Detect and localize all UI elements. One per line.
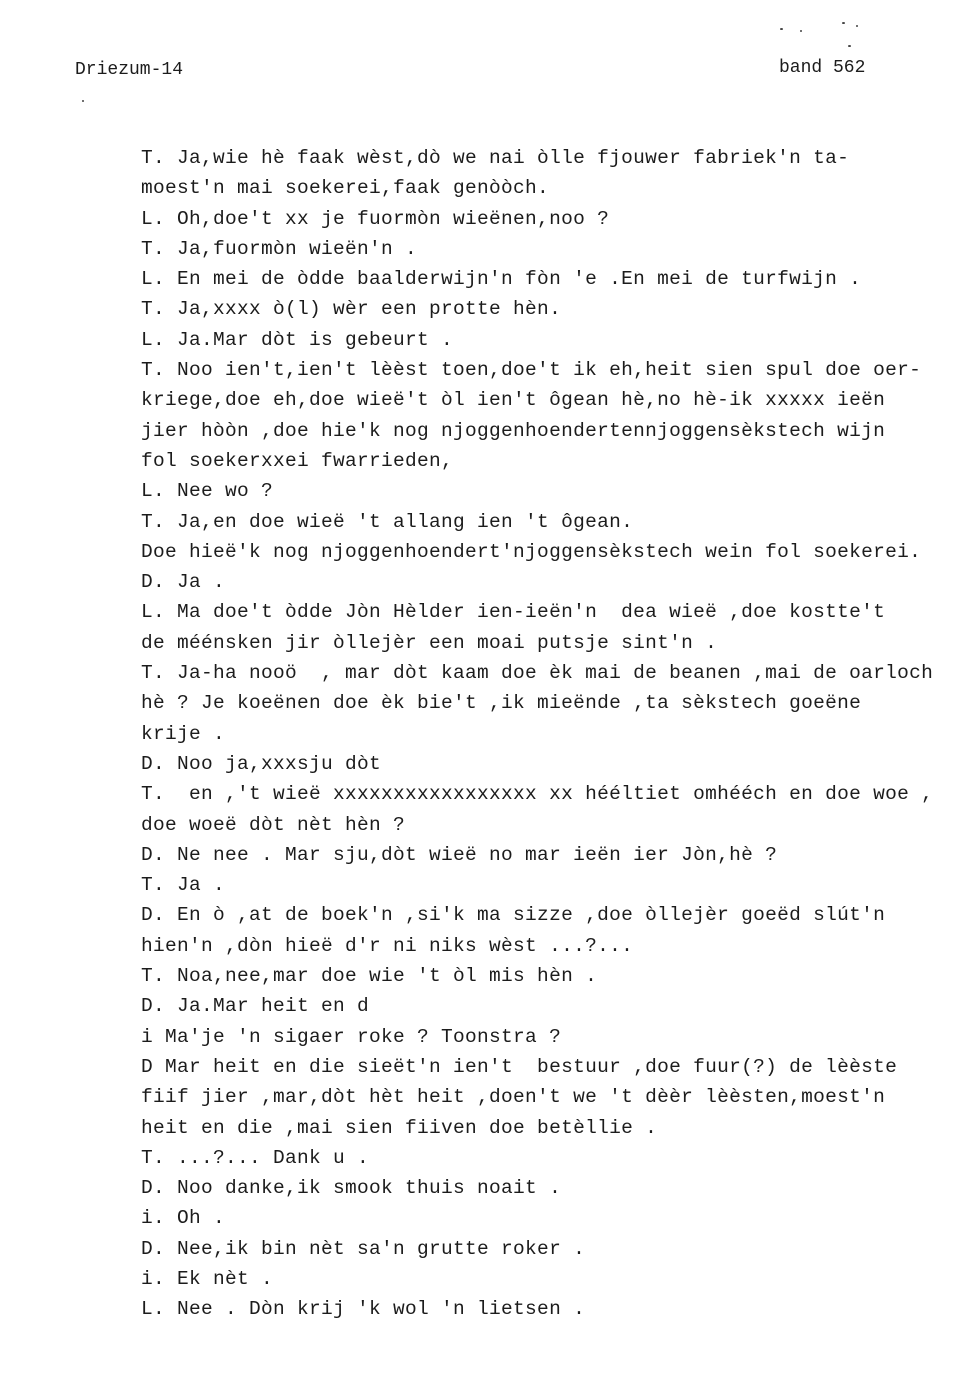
transcript-line: D. En ò ,at de boek'n ,si'k ma sizze ,doe òllejèr goeëd slút'n [141,904,886,927]
transcript-line: fiif jier ,mar,dòt hèt heit ,doen't we 't dèèr lèèsten,moest'n [141,1086,886,1109]
header-location: Driezum-14 [75,60,184,80]
transcript-line: D. Ja . [141,571,226,594]
transcript-line: i. Ek nèt . [141,1267,274,1290]
transcript-line: T. Ja-ha nooö , mar dòt kaam doe èk mai de beanen ,mai de oarloch [141,662,934,685]
transcript-line: jier hòòn ,doe hie'k nog njoggenhoendertennjoggensèkstech wijn [141,419,886,442]
scan-speck [800,30,802,32]
transcript-line: D. Ne nee . Mar sju,dòt wieë no mar ieën ier Jòn,hè ? [141,843,778,866]
scan-speck [82,100,84,102]
transcript-line: doe woeë dòt nèt hèn ? [141,813,406,836]
scan-speck [780,28,783,30]
transcript-line: T. Ja,fuormòn wieën'n . [141,237,418,260]
transcript-line: T. Noo ien't,ien't lèèst toen,doe't ik eh,heit sien spul doe oer- [141,359,922,382]
transcript-line: heit en die ,mai sien fiiven doe betèllie . [141,1116,658,1139]
transcript-line: krije . [141,722,226,745]
transcript-line: L. Nee wo ? [141,480,274,503]
transcript-line: D. Noo ja,xxxsju dòt [141,752,382,775]
scan-speck [848,45,851,47]
transcript-line: fol soekerxxei fwarrieden, [141,449,454,472]
transcript-line: T. en ,'t wieë xxxxxxxxxxxxxxxxx xx hééltiet omhééch en doe woe , [141,783,934,806]
transcript-line: D. Ja.Mar heit en d [141,995,370,1018]
transcript-body [141,143,971,1325]
transcript-line: Doe hieë'k nog njoggenhoendert'njoggensèkstech wein fol soekerei. [141,540,922,563]
transcript-line: i. Oh . [141,1207,226,1230]
transcript-line: kriege,doe eh,doe wieë't òl ien't ôgean hè,no hè-ik xxxxx ieën [141,389,886,412]
scan-speck [856,25,858,27]
transcript-line: L. Ma doe't òdde Jòn Hèlder ien-ieën'n dea wieë ,doe kostte't [141,601,886,624]
transcript-line: i Ma'je 'n sigaer roke ? Toonstra ? [141,1025,562,1048]
transcript-line: D Mar heit en die sieët'n ien't bestuur ,doe fuur(?) de lèèste [141,1055,898,1078]
transcript-line: L. Ja.Mar dòt is gebeurt . [141,328,454,351]
scan-speck [842,22,845,24]
transcript-line: moest'n mai soekerei,faak genòòch. [141,177,550,200]
transcript-line: L. En mei de òdde baalderwijn'n fòn 'e .En mei de turfwijn . [141,268,862,291]
transcript-line: T. ...?... Dank u . [141,1146,370,1169]
transcript-line: T. Ja,xxxx ò(l) wèr een protte hèn. [141,298,562,321]
transcript-line: D. Nee,ik bin nèt sa'n grutte roker . [141,1237,586,1260]
transcript-line: T. Ja,en doe wieë 't allang ien 't ôgean. [141,510,634,533]
transcript-line: T. Noa,nee,mar doe wie 't òl mis hèn . [141,965,598,988]
transcript-line: hien'n ,dòn hieë d'r ni niks wèst ...?... [141,934,634,957]
transcript-line: T. Ja,wie hè faak wèst,dò we nai òlle fjouwer fabriek'n ta- [141,147,850,169]
transcript-line: D. Noo danke,ik smook thuis noait . [141,1177,562,1200]
transcript-line: L. Nee . Dòn krij 'k wol 'n lietsen . [141,1298,586,1321]
transcript-line: hè ? Je koeënen doe èk bie't ,ik mieënde ,ta sèkstech goeëne [141,692,862,715]
header-tape-number: band 562 [779,58,866,78]
transcript-line: L. Oh,doe't xx je fuormòn wieënen,noo ? [141,207,610,230]
transcript-line: T. Ja . [141,874,226,897]
transcript-line: de méénsken jir òllejèr een moai putsje sint'n . [141,631,718,654]
